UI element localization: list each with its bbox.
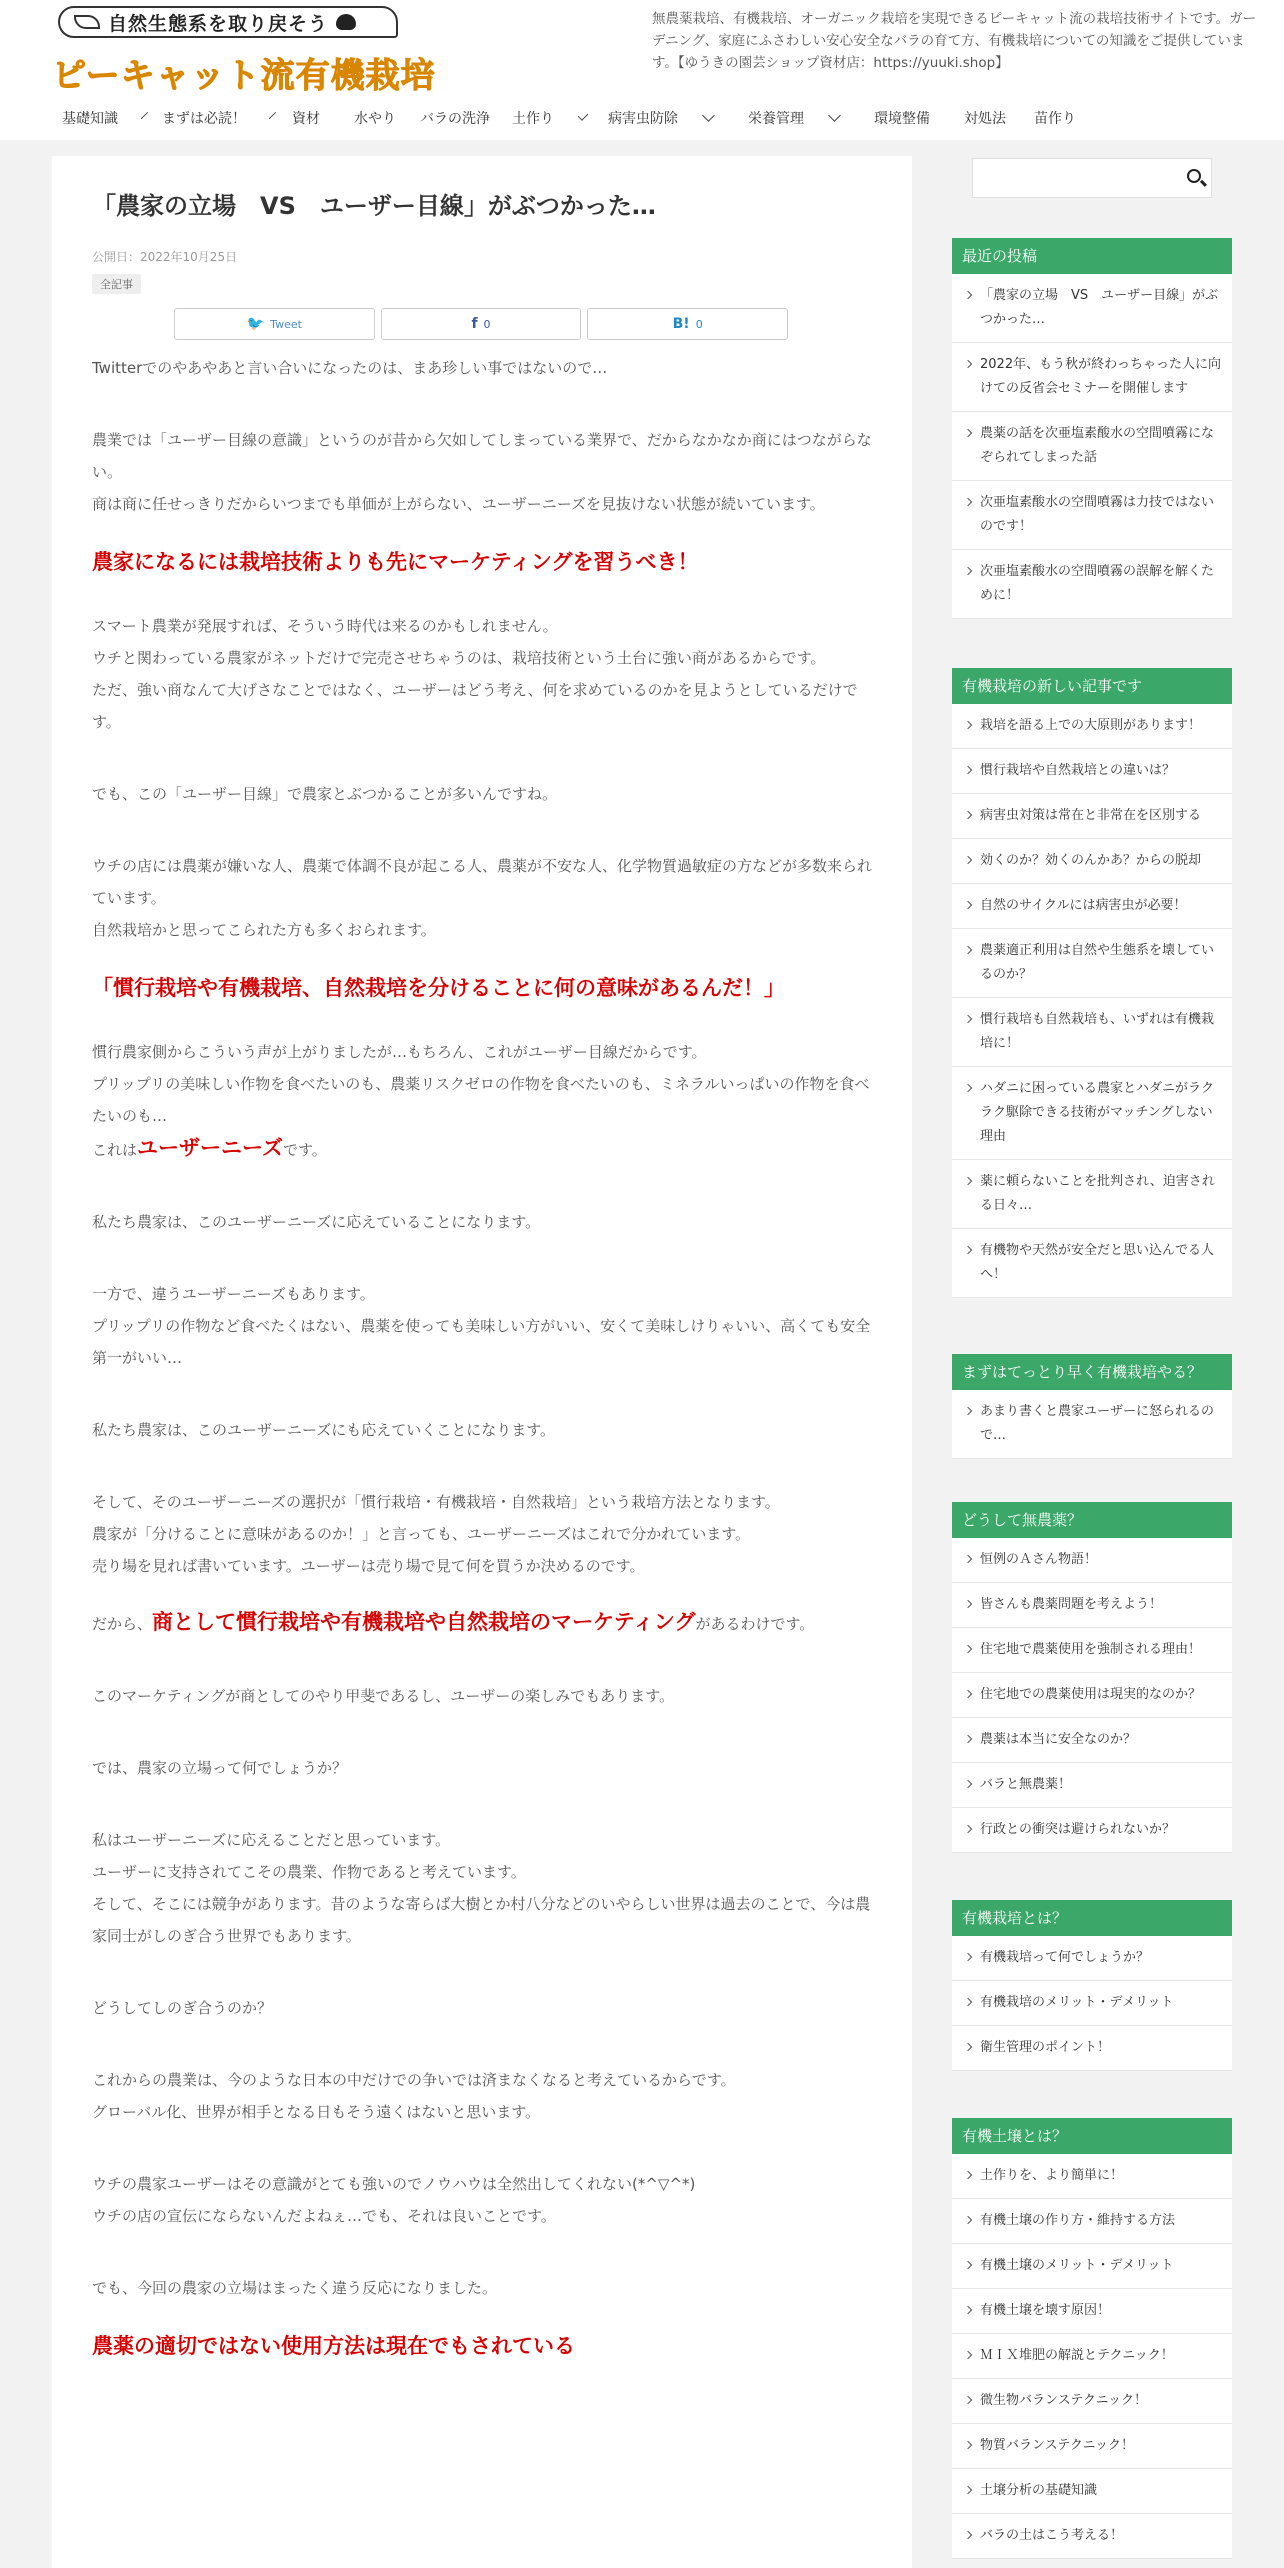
widget-link[interactable]: 有機土壌を壊す原因！ <box>952 2289 1232 2334</box>
site-logo[interactable] <box>52 6 436 96</box>
article-title: 「農家の立場 VS ユーザー目線」がぶつかった… <box>92 192 656 220</box>
paragraph: そして、そこには競争があります。昔のような寄らば大樹とか村八分などのいやらしい世界は過去のことで、今は農家同士がしのぎ合う世界でもあります。 <box>92 1895 871 1945</box>
paragraph: ユーザーに支持されてこその農業、作物であると考えています。 <box>92 1863 526 1881</box>
paragraph: どうしてしのぎ合うのか？ <box>92 1999 273 2017</box>
hatena-count: 0 <box>695 317 703 331</box>
nav-item[interactable] <box>490 98 586 138</box>
widget-link[interactable]: 次亜塩素酸水の空間噴霧の誤解を解くために！ <box>952 550 1232 619</box>
site-description: 無農薬栽培、有機栽培、オーガニック栽培を実現できるピーキャット流の栽培技術サイトです。ガーデニング、家庭にふさわしい安心安全なバラの育て方、有機栽培についての知識をご提供しています。【ゆうきの園芸ショップ資材店：https://yuuki.shop】 <box>652 11 1257 71</box>
paragraph: でも、この「ユーザー目線」で農家とぶつかることが多いんですね。 <box>92 785 558 803</box>
paragraph: では、農家の立場って何でしょうか？ <box>92 1759 348 1777</box>
widget-link[interactable]: 恒例のＡさん物語！ <box>952 1538 1232 1583</box>
search-icon[interactable] <box>1187 169 1201 183</box>
emphasis-text: ユーザーニーズ <box>137 1136 283 1160</box>
widget-link[interactable]: バラの土はこう考える！ <box>952 2514 1232 2559</box>
sidebar-widget <box>952 1502 1232 1853</box>
paragraph: 一方で、違うユーザーニーズもあります。 <box>92 1285 375 1303</box>
nav-item-label: 苗作り <box>1034 111 1076 127</box>
widget-link[interactable]: 栽培を語る上での大原則があります！ <box>952 704 1232 749</box>
paragraph: プリップリの作物など食べたくはない、農薬を使っても美味しい方がいい、安くて美味しけりゃいい、高くても安全第一がいい… <box>92 1317 871 1367</box>
nav-item[interactable] <box>270 98 332 138</box>
text-span: これは <box>92 1141 138 1159</box>
facebook-icon: f <box>471 316 478 332</box>
logo-tagline: 自然生態系を取り戻そう <box>108 12 329 35</box>
nav-item-label: 病害虫防除 <box>608 111 678 127</box>
paragraph <box>92 1606 872 1640</box>
hatena-icon: B! <box>672 316 690 332</box>
paragraph: ウチの店の宣伝にならないんだよねぇ…でも、それは良いことです。 <box>92 2207 556 2225</box>
text-span: があるわけです。 <box>695 1615 815 1633</box>
nav-item[interactable] <box>140 98 270 138</box>
nav-item[interactable] <box>40 98 140 138</box>
widget-link[interactable]: 住宅地で農薬使用を強制される理由！ <box>952 1628 1232 1673</box>
tweet-button[interactable] <box>174 308 375 340</box>
widget-link[interactable]: 皆さんも農薬問題を考えよう！ <box>952 1583 1232 1628</box>
paragraph: このマーケティングが商としてのやり甲斐であるし、ユーザーの楽しみでもあります。 <box>92 1687 675 1705</box>
paragraph: でも、今回の農家の立場はまったく違う反応になりました。 <box>92 2279 498 2297</box>
nav-item[interactable] <box>398 98 490 138</box>
paragraph: 農家が「分けることに意味があるのか！」と言っても、ユーザーニーズはこれで分かれています。 <box>92 1525 751 1543</box>
widget-link[interactable]: 2022年、もう秋が終わっちゃった人に向けての反省会セミナーを開催します <box>952 343 1232 412</box>
facebook-count: 0 <box>483 317 491 331</box>
widget-link[interactable]: 自然のサイクルには病害虫が必要！ <box>952 884 1232 929</box>
nav-item-label: 水やり <box>354 111 396 127</box>
paragraph: 私たち農家は、このユーザーニーズにも応えていくことになります。 <box>92 1421 556 1439</box>
sidebar-widget <box>952 2118 1232 2559</box>
paragraph: 慣行農家側からこういう声が上がりましたが…もちろん、これがユーザー目線だからです。 <box>92 1043 707 1061</box>
hatena-bookmark-button[interactable] <box>587 308 788 340</box>
widget-link[interactable]: 行政との衝突は避けられないか？ <box>952 1808 1232 1853</box>
paragraph: 商は商に任せっきりだからいつまでも単価が上がらない、ユーザーニーズを見抜けない状態が続いています。 <box>92 495 825 513</box>
widget-link[interactable]: ＭＩＸ堆肥の解説とテクニック！ <box>952 2334 1232 2379</box>
widget-link[interactable]: あまり書くと農家ユーザーに怒られるので… <box>952 1390 1232 1459</box>
nav-item[interactable] <box>852 98 942 138</box>
logo-title: ピーキャット流有機栽培 <box>52 56 436 96</box>
nav-item[interactable] <box>586 98 726 138</box>
widget-link[interactable]: 農薬の話を次亜塩素酸水の空間噴霧になぞられてしまった話 <box>952 412 1232 481</box>
nav-item-label: 対処法 <box>964 111 1006 127</box>
publish-date: 公開日：2022年10月25日 <box>92 250 238 264</box>
paragraph: そして、そのユーザーニーズの選択が「慣行栽培・有機栽培・自然栽培」という栽培方法となります。 <box>92 1493 780 1511</box>
global-nav <box>40 98 1250 138</box>
paragraph: ウチの店には農薬が嫌いな人、農薬で体調不良が起こる人、農薬が不安な人、化学物質過敏症の方などが多数来られています。 <box>92 857 873 907</box>
section-heading: 「慣行栽培や有機栽培、自然栽培を分けることに何の意味があるんだ！」 <box>92 976 785 1000</box>
sidebar-widget <box>952 668 1232 1298</box>
nav-item-label: バラの洗浄 <box>420 111 490 127</box>
widget-link[interactable]: 病害虫対策は常在と非常在を区別する <box>952 794 1232 839</box>
cat-icon <box>336 14 356 30</box>
site-header <box>0 0 1284 140</box>
sidebar-widget <box>952 1900 1232 2071</box>
chevron-down-icon[interactable] <box>702 109 715 122</box>
article-body <box>92 352 872 2366</box>
widget-link[interactable]: 慣行栽培や自然栽培との違いは？ <box>952 749 1232 794</box>
paragraph: 私たち農家は、このユーザーニーズに応えていることになります。 <box>92 1213 541 1231</box>
paragraph: ただ、強い商なんて大げさなことではなく、ユーザーはどう考え、何を求めているのかを見ようとしているだけです。 <box>92 681 858 731</box>
widget-link[interactable]: 慣行栽培も自然栽培も、いずれは有機栽培に！ <box>952 998 1232 1067</box>
widget-link[interactable]: 有機土壌の作り方・維持する方法 <box>952 2199 1232 2244</box>
chevron-down-icon[interactable] <box>828 109 841 122</box>
twitter-icon: 🐦 <box>246 316 265 332</box>
widget-link[interactable]: 有機栽培のメリット・デメリット <box>952 1981 1232 2026</box>
share-buttons <box>174 308 788 340</box>
search-input[interactable] <box>973 159 1173 197</box>
widget-link[interactable]: 有機土壌のメリット・デメリット <box>952 2244 1232 2289</box>
paragraph: Twitterでのやあやあと言い合いになったのは、まあ珍しい事ではないので… <box>92 359 608 377</box>
paragraph: プリップリの美味しい作物を食べたいのも、農薬リスクゼロの作物を食べたいのも、ミネラルいっぱいの作物を食べたいのも… <box>92 1075 870 1125</box>
widget-link[interactable]: 住宅地での農薬使用は現実的なのか？ <box>952 1673 1232 1718</box>
widget-title: 有機栽培の新しい記事です <box>952 668 1232 704</box>
widget-link[interactable]: 有機物や天然が安全だと思い込んでる人へ！ <box>952 1229 1232 1298</box>
paragraph: スマート農業が発展すれば、そういう時代は来るのかもしれません。 <box>92 617 558 635</box>
widget-title: 有機土壌とは？ <box>952 2118 1232 2154</box>
nav-item-label: 栄養管理 <box>748 111 804 127</box>
paragraph: 売り場を見れば書いています。ユーザーは売り場で見て何を買うか決めるのです。 <box>92 1557 645 1575</box>
widget-link[interactable]: 農薬は本当に安全なのか？ <box>952 1718 1232 1763</box>
sidebar-widget <box>952 238 1232 619</box>
nav-item[interactable] <box>1012 98 1082 138</box>
sidebar-widget <box>952 1354 1232 1459</box>
search-form <box>972 158 1212 198</box>
nav-item[interactable] <box>332 98 398 138</box>
widget-title: 有機栽培とは？ <box>952 1900 1232 1936</box>
widget-link[interactable]: バラと無農薬！ <box>952 1763 1232 1808</box>
widget-link[interactable]: 物質バランステクニック！ <box>952 2424 1232 2469</box>
widget-link[interactable]: 次亜塩素酸水の空間噴霧は力技ではないのです！ <box>952 481 1232 550</box>
widget-title: どうして無農薬？ <box>952 1502 1232 1538</box>
nav-item[interactable] <box>942 98 1012 138</box>
article-card <box>52 156 912 2568</box>
widget-link[interactable]: 有機栽培って何でしょうか？ <box>952 1936 1232 1981</box>
emphasis-text: 商として慣行栽培や有機栽培や自然栽培のマーケティング <box>152 1610 696 1634</box>
paragraph: 農業では「ユーザー目線の意識」というのが昔から欠如してしまっている業界で、だからなかなか商にはつながらない。 <box>92 431 872 481</box>
paragraph: 自然栽培かと思ってこられた方も多くおられます。 <box>92 921 436 939</box>
widget-link[interactable]: ハダニに困っている農家とハダニがラクラク駆除できる技術がマッチングしない理由 <box>952 1067 1232 1160</box>
category-tag[interactable]: 全記事 <box>92 274 141 294</box>
paragraph: 私はユーザーニーズに応えることだと思っています。 <box>92 1831 451 1849</box>
nav-item-label: まずは必読！ <box>162 111 246 127</box>
paragraph: グローバル化、世界が相手となる日もそう遠くはないと思います。 <box>92 2103 541 2121</box>
widget-title: まずはてっとり早く有機栽培やる？ <box>952 1354 1232 1390</box>
nav-item-label: 環境整備 <box>874 111 930 127</box>
section-heading: 農薬の適切ではない使用方法は現在でもされている <box>92 2334 575 2358</box>
nav-item-label: 資材 <box>292 111 320 127</box>
widget-link[interactable]: 薬に頼らないことを批判され、迫害される日々… <box>952 1160 1232 1229</box>
tweet-label: Tweet <box>270 317 302 331</box>
widget-link[interactable]: 農薬適正利用は自然や生態系を壊しているのか？ <box>952 929 1232 998</box>
paragraph: ウチの農家ユーザーはその意識がとても強いのでノウハウは全然出してくれない(*^▽^*) <box>92 2175 696 2193</box>
leaf-icon <box>74 15 100 29</box>
section-heading: 農家になるには栽培技術よりも先にマーケティングを習うべき！ <box>92 550 699 574</box>
nav-item-label: 基礎知識 <box>62 111 118 127</box>
text-span: だから、 <box>92 1615 153 1633</box>
widget-title: 最近の投稿 <box>952 238 1232 274</box>
paragraph <box>92 1132 872 1166</box>
widget-link[interactable]: 効くのか？効くのんかあ？からの脱却 <box>952 839 1232 884</box>
nav-item[interactable] <box>726 98 852 138</box>
widget-link[interactable]: 衛生管理のポイント！ <box>952 2026 1232 2071</box>
text-span: です。 <box>282 1141 327 1159</box>
nav-item-label: 土作り <box>512 111 554 127</box>
paragraph: ウチと関わっている農家がネットだけで完売させちゃうのは、栽培技術という土台に強い商があるからです。 <box>92 649 826 667</box>
paragraph: これからの農業は、今のような日本の中だけでの争いでは済まなくなると考えているからです。 <box>92 2071 736 2089</box>
widget-link[interactable]: 土作りを、より簡単に！ <box>952 2154 1232 2199</box>
widget-link[interactable]: 土壌分析の基礎知識 <box>952 2469 1232 2514</box>
widget-link[interactable]: 微生物バランステクニック！ <box>952 2379 1232 2424</box>
widget-link[interactable]: 「農家の立場 VS ユーザー目線」がぶつかった… <box>952 274 1232 343</box>
logo-tagline-banner <box>58 6 398 38</box>
facebook-share-button[interactable] <box>381 308 582 340</box>
